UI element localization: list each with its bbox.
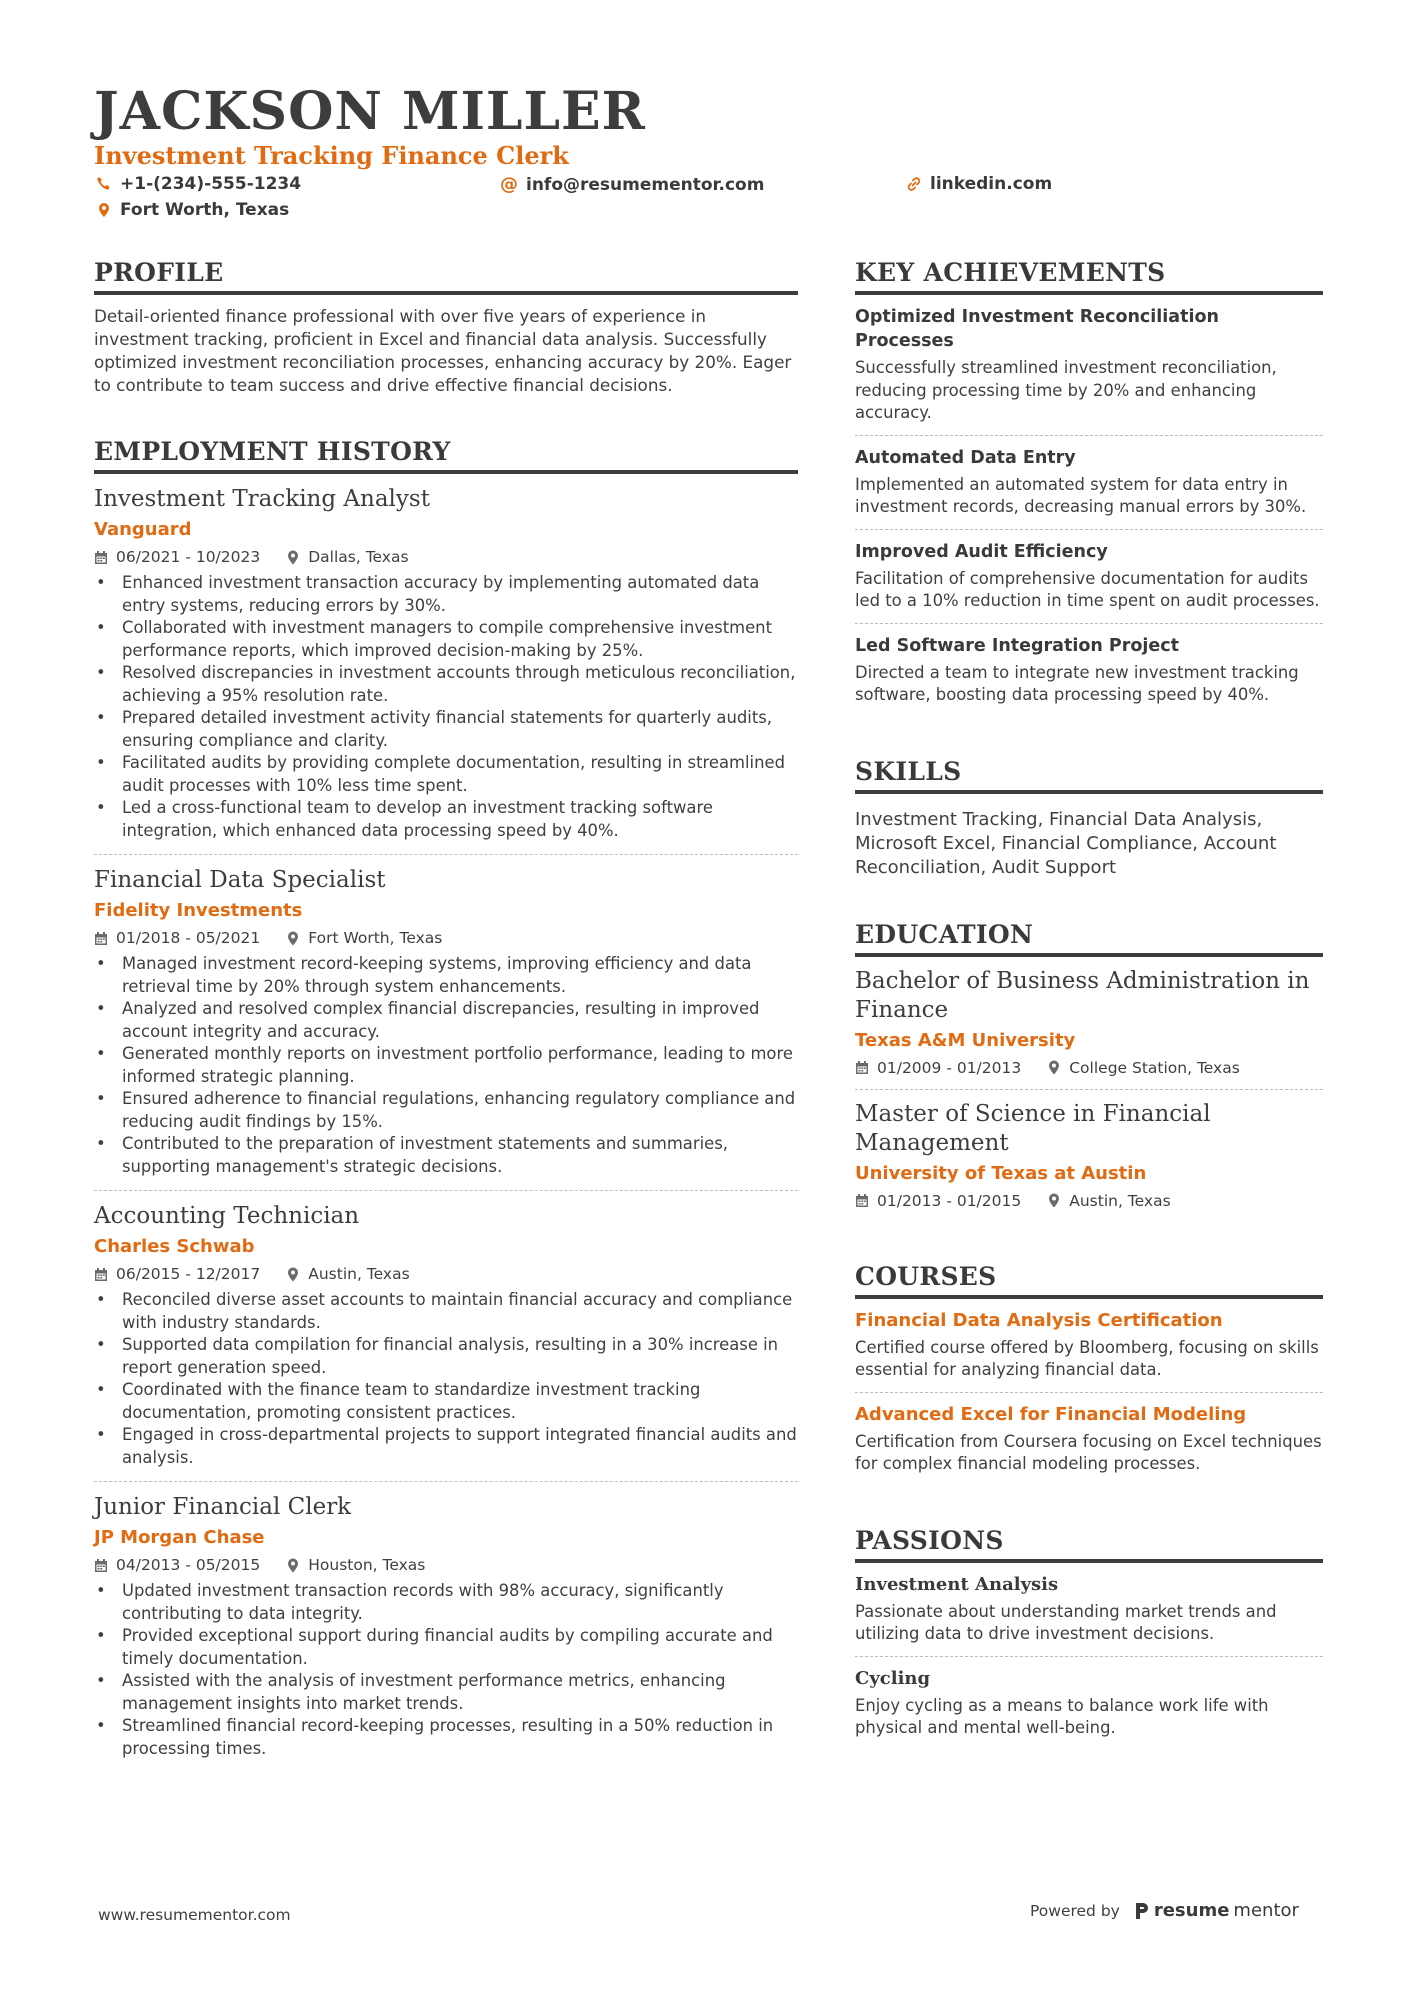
date-text: 06/2021 - 10/2023 [116,548,261,566]
achievement-text: Successfully streamlined investment reconciliation, reducing processing time by 20% and enhancing accuracy. [855,358,1277,422]
job-bullets [94,572,798,842]
calendar-icon [94,1267,108,1282]
calendar-icon [94,1558,108,1573]
location-pin-icon [286,931,300,946]
calendar-icon [855,1193,869,1208]
education-section [855,920,1323,1222]
location-text: College Station, Texas [1069,1058,1240,1077]
bullet-item: • Managed investment record-keeping systems, improving efficiency and data retrieval time by 20% through system enhancements. [122,953,798,998]
at-icon: @ [500,174,518,195]
job-title: Junior Financial Clerk [94,1494,352,1520]
job-bullets [94,1289,798,1469]
passion-text: Passionate about understanding market trends and utilizing data to drive investment decisions. [855,1601,1277,1643]
degree-title: Master of Science in Financial Management [855,1100,1211,1156]
footer-branding [1030,1900,1299,1921]
right-column [855,258,1323,1790]
brand-name-bold: resume [1153,1900,1230,1921]
passion-title: Cycling [855,1667,931,1689]
date-location-row [94,927,798,949]
profile-section [94,258,798,397]
footer-website-link[interactable]: www.resumementor.com [98,1906,291,1924]
location [286,546,408,568]
phone-icon [96,176,112,192]
bullet-item: • Assisted with the analysis of investment performance metrics, enhancing management insights into market trends. [122,1670,798,1715]
courses-section [855,1262,1323,1486]
date-range [855,1057,1021,1079]
calendar-icon [94,550,108,565]
location-text: Austin, Texas [1069,1191,1171,1210]
job-bullets [94,1580,798,1760]
achievement-title: Optimized Investment Reconciliation Processes [855,307,1219,351]
achievement-list [855,295,1323,717]
course-text: Certification from Coursera focusing on Excel techniques for complex financial modeling processes. [855,1431,1322,1473]
job-entry [94,474,798,855]
location-text: Fort Worth, Texas [308,929,443,947]
education-item [855,1090,1323,1222]
bullet-item: • Supported data compilation for financial analysis, resulting in a 30% increase in report generation speed. [122,1334,798,1379]
bullet-item: • Collaborated with investment managers to compile comprehensive investment performance reports, which improved decision-making by 25%. [122,617,798,662]
job-title: Accounting Technician [94,1203,360,1229]
location [286,927,442,949]
linkedin-contact[interactable] [906,174,1052,194]
passion-item [855,1657,1323,1750]
passion-item [855,1563,1323,1657]
linkedin-link[interactable]: linkedin.com [930,174,1053,194]
education-item [855,957,1323,1090]
date-location-row [94,1263,798,1285]
date-range [94,927,260,949]
achievement-item [855,624,1323,717]
achievement-text: Facilitation of comprehensive documentation for audits led to a 10% reduction in time spent on audit processes. [855,568,1320,610]
bullet-item: • Prepared detailed investment activity financial statements for quarterly audits, ensuring compliance and clarity. [122,707,798,752]
powered-by-label: Powered by [1030,1901,1120,1920]
education-heading: EDUCATION [855,920,1323,957]
job-list [94,474,798,1772]
achievement-text: Implemented an automated system for data entry in investment records, decreasing manual errors by 30%. [855,474,1307,516]
bullet-item: • Coordinated with the finance team to standardize investment tracking documentation, promoting consistent practices. [122,1379,798,1424]
bullet-item: • Analyzed and resolved complex financial discrepancies, resulting in improved account integrity and accuracy. [122,998,798,1043]
location-text: Dallas, Texas [308,548,409,566]
bullet-item: • Led a cross-functional team to develop an investment tracking software integration, which enhanced data processing speed by 40%. [122,797,798,842]
location-text: Fort Worth, Texas [120,200,290,220]
brand-logo[interactable] [1134,1900,1299,1921]
course-title: Advanced Excel for Financial Modeling [855,1403,1247,1425]
education-list [855,957,1323,1222]
location [286,1263,409,1285]
bullet-item: • Resolved discrepancies in investment accounts through meticulous reconciliation, achieving a 95% resolution rate. [122,662,798,707]
link-icon [906,176,922,192]
skills-section [855,757,1323,880]
phone-contact [96,174,301,194]
location-text: Austin, Texas [308,1265,410,1283]
date-location-row [855,1057,1323,1079]
profile-text: Detail-oriented finance professional with over five years of experience in investment tracking, proficient in Excel and financial data analysis. Successfully optimized investment reconciliation processes, enhancing accuracy by 20%. Eager to contribute to team success and drive effective financial decisions. [94,306,792,395]
degree-title: Bachelor of Business Administration in Finance [855,967,1310,1023]
phone-text: +1-(234)-555-1234 [120,174,302,194]
achievements-section [855,258,1323,717]
bullet-item: • Provided exceptional support during financial audits by compiling accurate and timely documentation. [122,1625,798,1670]
company-name: Vanguard [94,519,192,540]
brand-logo-icon [1134,1901,1150,1921]
achievement-title: Automated Data Entry [855,447,1076,468]
achievement-text: Directed a team to integrate new investment tracking software, boosting data processing speed by 40%. [855,662,1299,704]
bullet-item: • Streamlined financial record-keeping processes, resulting in a 50% reduction in processing times. [122,1715,798,1760]
location-contact [96,200,289,220]
skills-heading: SKILLS [855,757,1323,794]
employment-section [94,437,798,1772]
job-title: Investment Tracking Analyst [94,486,430,512]
date-range [94,1554,260,1576]
date-location-row [94,546,798,568]
email-contact[interactable] [500,174,764,195]
skills-text: Investment Tracking, Financial Data Analysis, Microsoft Excel, Financial Compliance, Account Reconciliation, Audit Support [855,808,1277,878]
company-name: JP Morgan Chase [94,1527,265,1548]
calendar-icon [94,931,108,946]
date-range [94,546,260,568]
bullet-item: • Facilitated audits by providing complete documentation, resulting in streamlined audit processes with 10% less time spent. [122,752,798,797]
passion-text: Enjoy cycling as a means to balance work life with physical and mental well-being. [855,1695,1269,1737]
brand-name-light: mentor [1233,1900,1299,1921]
location-pin-icon [96,202,112,218]
achievement-title: Led Software Integration Project [855,635,1180,656]
bullet-item: • Enhanced investment transaction accuracy by implementing automated data entry systems, reducing errors by 30%. [122,572,798,617]
job-title: Financial Data Specialist [94,867,386,893]
location-pin-icon [286,1558,300,1573]
achievement-item [855,295,1323,436]
courses-heading: COURSES [855,1262,1323,1299]
job-bullets [94,953,798,1178]
location-text: Houston, Texas [308,1556,426,1574]
course-title: Financial Data Analysis Certification [855,1309,1223,1331]
course-item [855,1299,1323,1393]
date-text: 04/2013 - 05/2015 [116,1556,261,1574]
achievement-title: Improved Audit Efficiency [855,541,1108,562]
location-pin-icon [286,1267,300,1282]
date-location-row [94,1554,798,1576]
achievement-item [855,530,1323,624]
course-item [855,1393,1323,1486]
date-text: 01/2018 - 05/2021 [116,929,261,947]
company-name: Charles Schwab [94,1236,255,1257]
employment-heading: EMPLOYMENT HISTORY [94,437,798,474]
date-location-row [855,1190,1323,1212]
job-entry [94,855,798,1191]
date-range [94,1263,260,1285]
course-text: Certified course offered by Bloomberg, focusing on skills essential for analyzing financial data. [855,1337,1319,1379]
date-text: 01/2013 - 01/2015 [877,1191,1022,1210]
calendar-icon [855,1060,869,1075]
date-text: 06/2015 - 12/2017 [116,1265,261,1283]
passion-list [855,1563,1323,1750]
candidate-name: JACKSON MILLER [94,81,646,142]
job-entry [94,1482,798,1772]
passion-title: Investment Analysis [855,1573,1059,1595]
bullet-item: • Generated monthly reports on investment portfolio performance, leading to more informed strategic planning. [122,1043,798,1088]
date-text: 01/2009 - 01/2013 [877,1058,1022,1077]
location-pin-icon [1047,1060,1061,1075]
location [1047,1190,1170,1212]
school-name: University of Texas at Austin [855,1162,1147,1184]
left-column [94,258,798,1812]
bullet-item: • Ensured adherence to financial regulations, enhancing regulatory compliance and reducing audit findings by 15%. [122,1088,798,1133]
profile-heading: PROFILE [94,258,798,295]
email-link[interactable]: info@resumementor.com [526,174,765,195]
location [1047,1057,1240,1079]
company-name: Fidelity Investments [94,900,303,921]
passions-section [855,1526,1323,1750]
bullet-item: • Contributed to the preparation of investment statements and summaries, supporting management's strategic decisions. [122,1133,798,1178]
bullet-item: • Engaged in cross-departmental projects to support integrated financial audits and analysis. [122,1424,798,1469]
location-pin-icon [1047,1193,1061,1208]
bullet-item: • Updated investment transaction records with 98% accuracy, significantly contributing to data integrity. [122,1580,798,1625]
school-name: Texas A&M University [855,1029,1076,1051]
location [286,1554,425,1576]
bullet-item: • Reconciled diverse asset accounts to maintain financial accuracy and compliance with industry standards. [122,1289,798,1334]
location-pin-icon [286,550,300,565]
course-list [855,1299,1323,1486]
passions-heading: PASSIONS [855,1526,1323,1563]
achievements-heading: KEY ACHIEVEMENTS [855,258,1323,295]
candidate-role: Investment Tracking Finance Clerk [94,141,569,170]
job-entry [94,1191,798,1482]
date-range [855,1190,1021,1212]
achievement-item [855,436,1323,530]
